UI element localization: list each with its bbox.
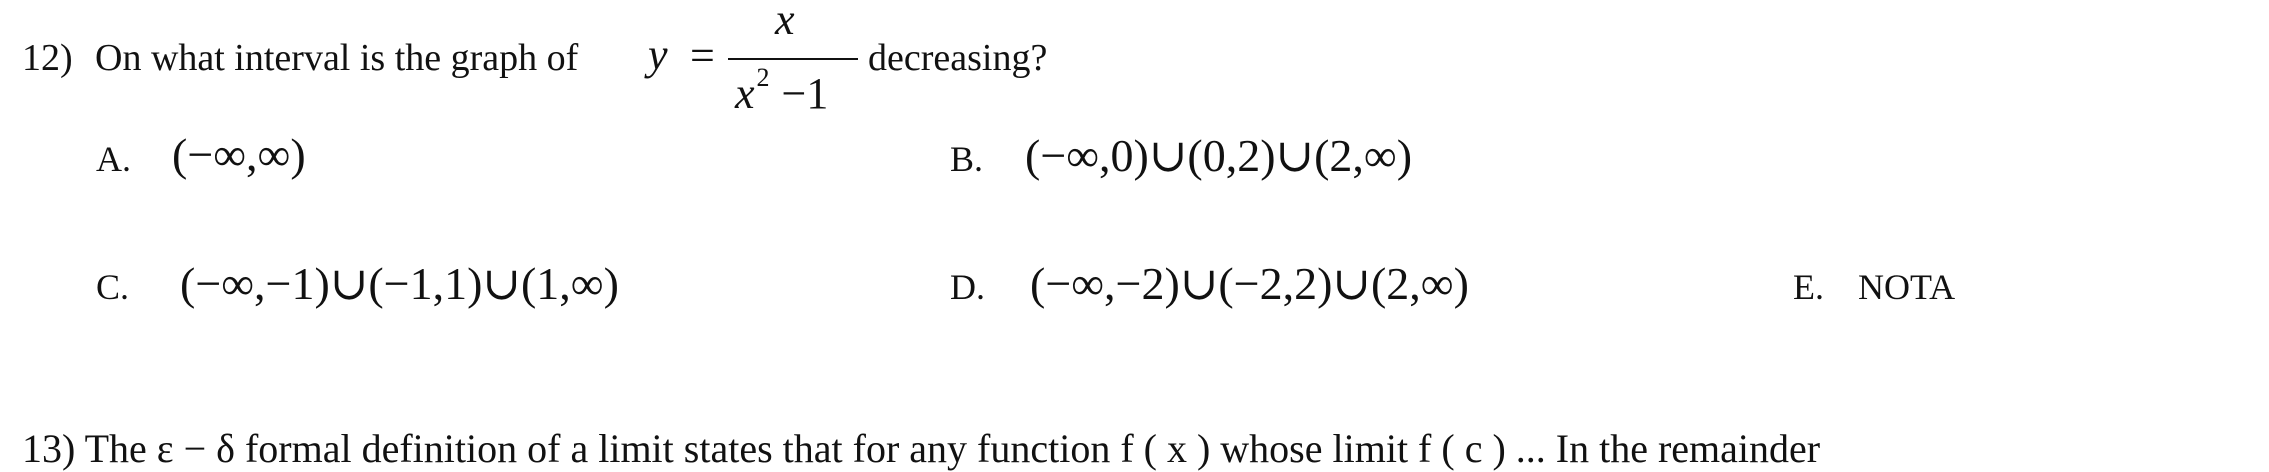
question-prompt-tail: decreasing? [868, 37, 1048, 79]
next-question-partial: 13) The ε − δ formal definition of a limit states that for any function f ( x ) whose limit f ( c ) ... In the remainder [22, 426, 1821, 471]
denominator-variable: x [735, 69, 755, 118]
choice-a-letter: A. [96, 139, 131, 179]
choice-b-letter: B. [950, 139, 984, 179]
fraction-bar [728, 58, 858, 60]
choice-c-letter: C. [96, 267, 130, 307]
choice-a-text: (−∞,∞) [172, 129, 306, 180]
equals-sign: = [690, 31, 715, 80]
choice-e-text: NOTA [1858, 267, 1956, 307]
choice-d-letter: D. [950, 267, 985, 307]
choice-c-text: (−∞,−1)∪(−1,1)∪(1,∞) [180, 258, 619, 309]
denominator-exponent: 2 [756, 63, 770, 92]
choice-d-text: (−∞,−2)∪(−2,2)∪(2,∞) [1030, 258, 1469, 309]
choice-b-text: (−∞,0)∪(0,2)∪(2,∞) [1025, 130, 1413, 181]
question-number: 12) [22, 37, 73, 79]
function-lhs: y [648, 30, 668, 79]
choice-e-letter: E. [1793, 267, 1824, 307]
fraction-denominator [735, 63, 829, 119]
question-prompt: On what interval is the graph of [95, 37, 579, 79]
fraction-numerator: x [775, 0, 795, 44]
denominator-rest: −1 [781, 69, 829, 118]
